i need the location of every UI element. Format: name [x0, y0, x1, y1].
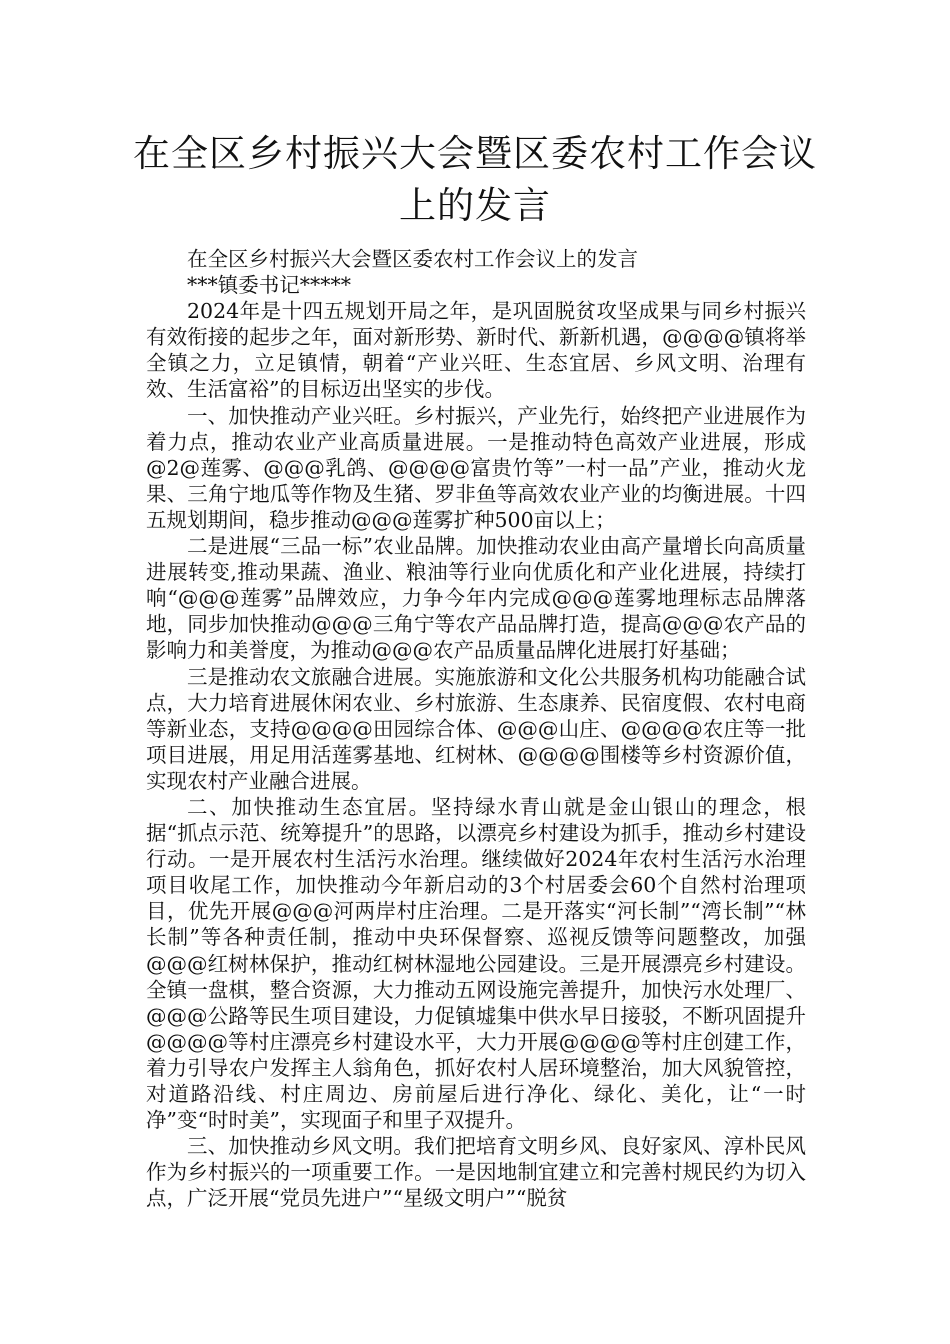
- paragraph-author: ***镇委书记*****: [187, 273, 351, 298]
- paragraph-section-1: 一、加快推动产业兴旺。乡村振兴，产业先行，始终把产业进展作为着力点，推动农业产业高质量进展。一是推动特色高效产业进展，形成@2@莲雾、@@@乳鸽、@@@@富贵竹等”一村一品”产业，推动火龙果、三角宁地瓜等作物及生猪、罗非鱼等高效农业产业的均衡进展。十四五规划期间，稳步推动@@@莲雾扩种500亩以上；: [146, 403, 806, 532]
- paragraph-subtitle: 在全区乡村振兴大会暨区委农村工作会议上的发言: [187, 247, 638, 271]
- paragraph-section-1-part-2: 二是进展“三品一标”农业品牌。加快推动农业由高产量增长向高质量进展转变,推动果蔬、渔业、粮油等行业向优质化和产业化进展，持续打响“@@@莲雾”品牌效应，力争今年内完成@@@莲雾地理标志品牌落地，同步加快推动@@@三角宁等农产品品牌打造，提高@@@农产品的影响力和美誉度，为推动@@@农产品质量品牌化进展打好基础；: [146, 534, 806, 663]
- document-body: [146, 246, 806, 1211]
- document-title: 在全区乡村振兴大会暨区委农村工作会议上的发言: [133, 132, 817, 227]
- paragraph-section-1-part-3: 三是推动农文旅融合进展。实施旅游和文化公共服务机构功能融合试点，大力培育进展休闲农业、乡村旅游、生态康养、民宿度假、农村电商等新业态，支持@@@@田园综合体、@@@山庄、@@@@农庄等一批项目进展，用足用活莲雾基地、红树林、@@@@围楼等乡村资源价值，实现农村产业融合进展。: [146, 664, 806, 793]
- paragraph-section-3: 三、加快推动乡风文明。我们把培育文明乡风、良好家风、淳朴民风作为乡村振兴的一项重要工作。一是因地制宜建立和完善村规民约为切入点，广泛开展“党员先进户”“星级文明户”“脱贫: [146, 1134, 806, 1211]
- paragraph-section-2: 二、加快推动生态宜居。坚持绿水青山就是金山银山的理念，根据“抓点示范、统筹提升”的思路，以漂亮乡村建设为抓手，推动乡村建设行动。一是开展农村生活污水治理。继续做好2024年农村生活污水治理项目收尾工作，加快推动今年新启动的3个村居委会60个自然村治理项目，优先开展@@@河两岸村庄治理。二是开落实“河长制”“湾长制”“林长制”等各种责任制，推动中央环保督察、巡视反馈等问题整改，加强@@@红树林保护，推动红树林湿地公园建设。三是开展漂亮乡村建设。全镇一盘棋，整合资源，大力推动五网设施完善提升，加快污水处理厂、@@@公路等民生项目建设，力促镇墟集中供水早日接驳，不断巩固提升@@@@等村庄漂亮乡村建设水平，大力开展@@@@等村庄创建工作，着力引导农户发挥主人翁角色，抓好农村人居环境整治，加大风貌管控，对道路沿线、村庄周边、房前屋后进行净化、绿化、美化，让“一时净”变“时时美”，实现面子和里子双提升。: [146, 794, 806, 1133]
- paragraph-intro: 2024年是十四五规划开局之年，是巩固脱贫攻坚成果与同乡村振兴有效衔接的起步之年，面对新形势、新时代、新新机遇，@@@@镇将举全镇之力，立足镇情，朝着“产业兴旺、生态宜居、乡风文明、治理有效、生活富裕”的目标迈出坚实的步伐。: [146, 299, 806, 402]
